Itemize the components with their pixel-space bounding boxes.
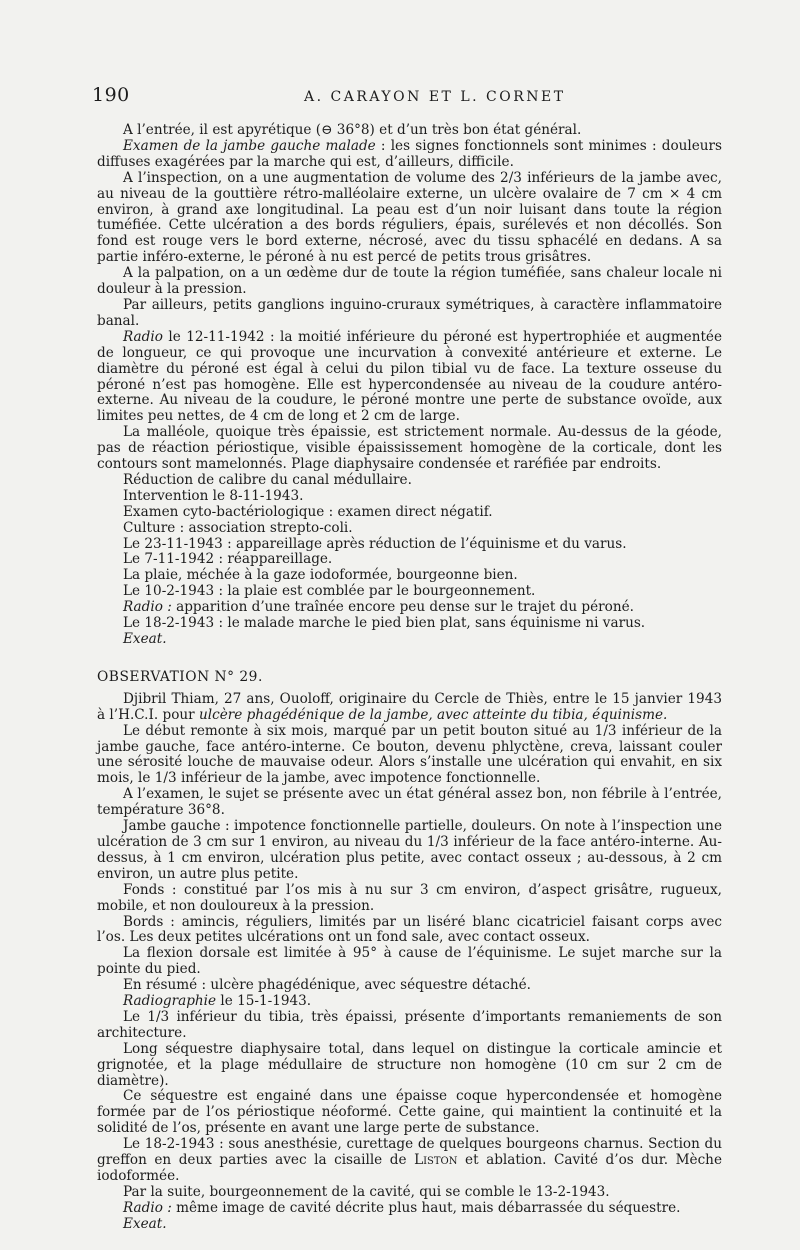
- paragraph: [97, 139, 722, 171]
- paragraph: A l’inspection, on a une augmentation de volume des 2/3 inférieurs de la jambe avec, au niveau de la gouttière rétro-malléolaire externe, un ulcère ovalaire de 7 cm × 4 cm environ, à grand axe longitudinal. La peau est d’un noir luisant dans toute la région tuméfiée. Cette ulcération a des bords réguliers, épais, surélevés et non décollés. Son fond est rouge vers le bord externe, nécrosé, avec du tissu sphacélé en dedans. A sa partie inféro-externe, le péroné à nu est percé de petits trous grisâtres.: [97, 169, 722, 266]
- paragraph: Intervention le 8-11-1943.: [123, 487, 304, 504]
- italic-lead: Radio :: [123, 599, 172, 616]
- paragraph: Réduction de calibre du canal médullaire.: [123, 471, 412, 488]
- paragraph: Par la suite, bourgeonnement de la cavité, qui se comble le 13-2-1943.: [123, 1183, 610, 1200]
- paragraph-text: : les signes fonctionnels sont minimes : douleurs diffuses exagérées par la marche qui est, d’ailleurs, difficile.: [97, 137, 723, 170]
- paragraph: La plaie, méchée à la gaze iodoformée, bourgeonne bien.: [123, 567, 518, 584]
- paragraph: Par ailleurs, petits ganglions inguino-cruraux symétriques, à caractère inflammatoire banal.: [97, 296, 722, 329]
- italic-lead: Radio: [123, 328, 163, 345]
- paragraph: Le début remonte à six mois, marqué par un petit bouton situé au 1/3 inférieur de la jambe gauche, face antéro-interne. Ce bouton, devenu phlyctène, creva, laissant couler une sérosité louche de mauvaise odeur. Alors s’installe une ulcération qui envahit, en six mois, le 1/3 inférieur de la jambe, avec impotence fonctionnelle.: [97, 722, 722, 787]
- paragraph: La flexion dorsale est limitée à 95° à cause de l’équinisme. Le sujet marche sur la pointe du pied.: [97, 945, 722, 978]
- paragraph: [97, 692, 722, 724]
- paragraph: La malléole, quoique très épaissie, est strictement normale. Au-dessus de la géode, pas de réaction périostique, visible épaississement homogène de la corticale, dont les contours sont mamelonnés. Plage diaphysaire condensée et raréfiée par endroits.: [97, 424, 722, 473]
- paragraph: En résumé : ulcère phagédénique, avec séquestre détaché.: [123, 977, 531, 994]
- paragraph: Culture : association strepto-coli.: [123, 519, 353, 536]
- paragraph: Fonds : constitué par l’os mis à nu sur 3 cm environ, d’aspect grisâtre, rugueux, mobile, et non douloureux à la pression.: [97, 881, 722, 914]
- paragraph: Examen cyto-bactériologique : examen direct négatif.: [123, 503, 493, 520]
- paragraph-text: et ablation. Cavité d’os dur. Mèche iodoformée.: [97, 1152, 722, 1184]
- paragraph: Long séquestre diaphysaire total, dans lequel on distingue la corticale amincie et grignotée, et la plage médullaire de structure non homogène (10 cm sur 2 cm de diamètre).: [97, 1040, 722, 1089]
- paragraph-text: le 15-1-1943.: [216, 993, 312, 1010]
- paragraph: Le 18-2-1943 : le malade marche le pied bien plat, sans équinisme ni varus.: [123, 615, 646, 632]
- paragraph: [97, 994, 722, 1010]
- paragraph: Le 23-11-1943 : appareillage après réduction de l’équinisme et du varus.: [123, 535, 627, 552]
- paragraph: A l’entrée, il est apyrétique (⊖ 36°8) et d’un très bon état général.: [123, 122, 582, 138]
- exeat: Exeat.: [123, 1215, 167, 1232]
- paragraph: [97, 1137, 722, 1185]
- paragraph: Le 1/3 inférieur du tibia, très épaissi, présente d’importants remaniements de son architecture.: [97, 1008, 722, 1041]
- paragraph: [97, 600, 722, 616]
- paragraph-text: même image de cavité décrite plus haut, mais débarrassée du séquestre.: [171, 1199, 681, 1216]
- italic-lead: Radiographie: [123, 993, 217, 1010]
- paragraph: Ce séquestre est engainé dans une épaisse coque hypercondensée et homogène formée par de l’os périostique néoformé. Cette gaine, qui maintient la continuité et la solidité de l’os, présente en avant une large perte de substance.: [97, 1088, 722, 1137]
- exeat: Exeat.: [123, 631, 167, 647]
- paragraph: A l’examen, le sujet se présente avec un état général assez bon, non fébrile à l’entrée, température 36°8.: [97, 786, 722, 819]
- paragraph-text: Djibril Thiam, 27 ans, Ouoloff, originaire du Cercle de Thiès, entre le 15 janvier 1943 à l’H.C.I. pour: [97, 690, 722, 723]
- paragraph-text: Le 18-2-1943 : sous anesthésie, curettage de quelques bourgeons charnus. Section du greffon en deux parties avec la cisaille de: [97, 1136, 722, 1169]
- page-number: 190: [92, 84, 130, 106]
- paragraph: A la palpation, on a un œdème dur de toute la région tuméfiée, sans chaleur locale ni douleur à la pression.: [97, 265, 722, 298]
- paragraph-text: le 12-11-1942 : la moitié inférieure du péroné est hypertrophiée et augmentée de longueur, ce qui provoque une incurvation à convexité antérieure et externe. Le diamètre du péroné est égal à celui du pilon tibial vu de face. La texture osseuse du péroné n’est pas homogène. Elle est hypercondensée au niveau de la coudure antéro-externe. Au niveau de la coudure, le péroné montre une perte de substance ovoïde, aux limites peu nettes, de 4 cm de long et 2 cm de large.: [97, 328, 722, 425]
- observation-title: OBSERVATION N° 29.: [97, 668, 263, 685]
- italic-lead: Radio :: [123, 1199, 172, 1216]
- surname-small-caps: Liston: [414, 1152, 458, 1169]
- paragraph: Le 7-11-1942 : réappareillage.: [123, 551, 333, 568]
- paragraph-text: apparition d’une traînée encore peu dense sur le trajet du péroné.: [171, 599, 634, 616]
- running-title: A. CARAYON ET L. CORNET: [304, 89, 566, 105]
- body-text: [97, 123, 722, 1233]
- paragraph: Le 10-2-1943 : la plaie est comblée par le bourgeonnement.: [123, 583, 536, 600]
- italic-lead: Examen de la jambe gauche malade: [123, 137, 376, 154]
- paragraph: [97, 330, 722, 425]
- paragraph: Jambe gauche : impotence fonctionnelle partielle, douleurs. On note à l’inspection une ulcération de 3 cm sur 1 environ, au niveau du 1/3 inférieur de la face antéro-interne. Au-dessus, à 1 cm environ, ulcération plus petite, avec contact osseux ; au-dessous, à 2 cm environ, un autre plus petite.: [97, 818, 722, 882]
- paragraph: Bords : amincis, réguliers, limités par un liséré blanc cicatriciel faisant corps avec l’os. Les deux petites ulcérations ont un fond sale, avec contact osseux.: [97, 913, 722, 946]
- running-head: [92, 84, 760, 110]
- diagnosis-italic: ulcère phagédénique de la jambe, avec atteinte du tibia, équinisme.: [198, 706, 668, 723]
- paragraph: [97, 1201, 722, 1217]
